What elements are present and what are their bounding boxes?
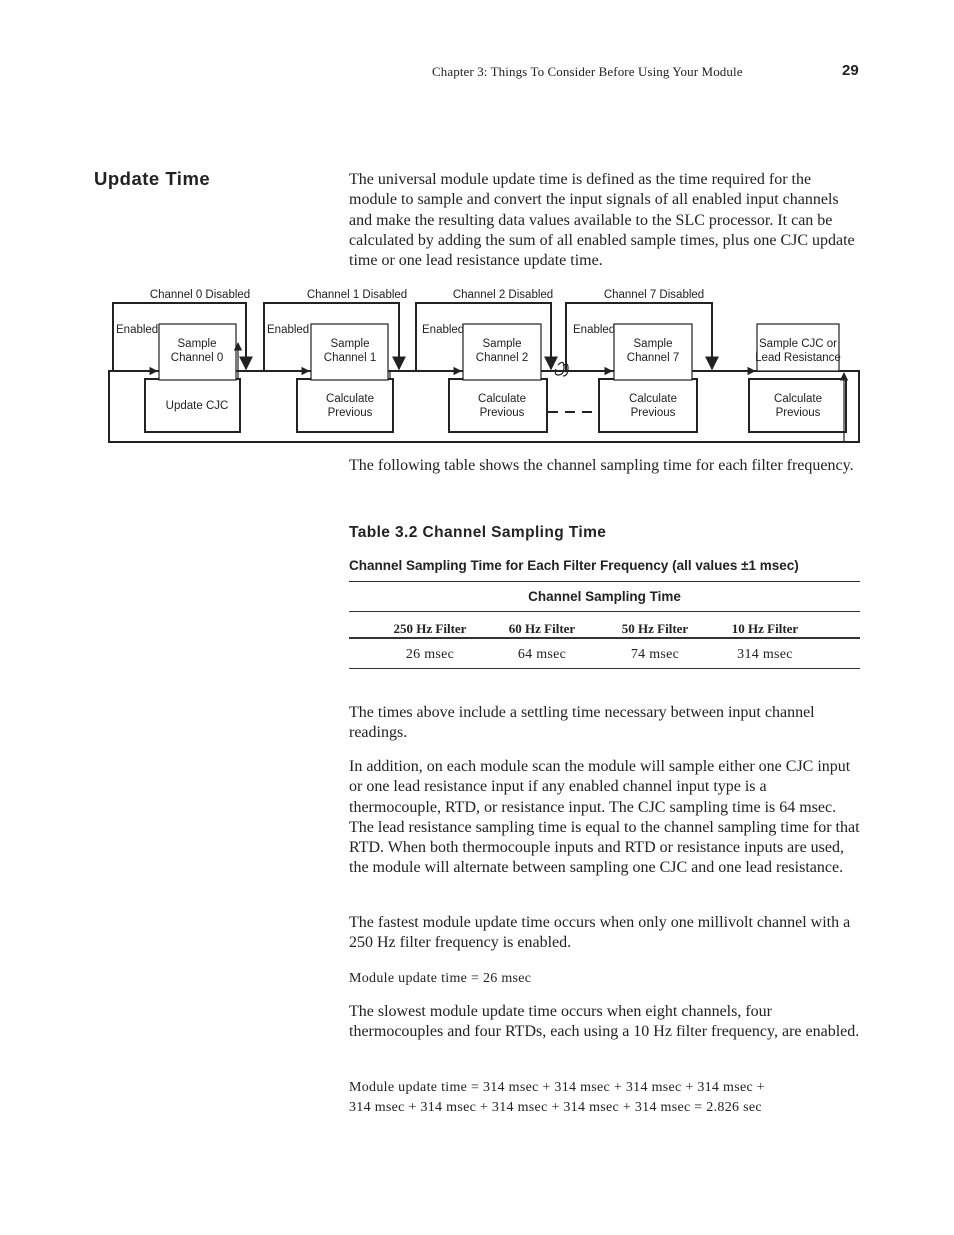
calculate-previous-box: [297, 379, 393, 432]
lower-box-line1: Update CJC: [165, 400, 229, 412]
lower-box-line1: Calculate: [774, 393, 822, 405]
sample-box-line1: Sample: [177, 338, 217, 350]
sample-box-line1: Sample: [633, 338, 673, 350]
sample-box-line1: Sample: [482, 338, 522, 350]
sample-box-line1: Sample: [330, 338, 370, 350]
column-header: 250 Hz Filter: [393, 621, 467, 636]
calculate-previous-box: [749, 379, 846, 432]
calculate-previous-box: [449, 379, 547, 432]
sample-box-line2: Channel 7: [626, 352, 680, 364]
table-cell: 74 msec: [630, 647, 680, 662]
update-cycle-diagram: [0, 280, 954, 450]
enabled-label: Enabled: [573, 324, 616, 336]
lower-box-line1: Calculate: [326, 393, 374, 405]
table-top-rule: [349, 581, 860, 582]
table-cell: 26 msec: [405, 647, 455, 662]
table-group-header: Channel Sampling Time: [528, 589, 681, 604]
table-intro-paragraph: The following table shows the channel sampling time for each filter frequency.: [349, 457, 854, 474]
settling-paragraph: The times above include a settling time necessary between input channel readings.: [349, 704, 815, 742]
table-group-rule: [349, 611, 860, 612]
lower-box-line2: Previous: [775, 407, 821, 419]
lower-box-line2: Previous: [630, 407, 676, 419]
page-number: 29: [842, 62, 859, 79]
calculate-previous-box: [599, 379, 697, 432]
table-title: Table 3.2 Channel Sampling Time: [349, 524, 607, 541]
sample-box-line2: Channel 2: [475, 352, 529, 364]
intro-paragraph: The universal module update time is defined as the time required for the module to sample and convert the input signals of all enabled input channels and make the resulting data values available to the SLC processor. It can be calculated by adding the sum of all enabled sample times, plus one CJC update time or one lead resistance update time.: [349, 171, 855, 270]
disabled-label: Channel 2 Disabled: [452, 289, 554, 301]
column-header: 60 Hz Filter: [508, 621, 576, 636]
slowest-formula-line1: Module update time = 314 msec + 314 msec + 314 msec + 314 msec +: [349, 1080, 765, 1095]
fastest-formula: Module update time = 26 msec: [349, 971, 532, 986]
sample-box-line1: Sample CJC or: [759, 338, 837, 350]
sample-box-line2: Lead Resistance: [755, 352, 841, 364]
disabled-label: Channel 1 Disabled: [306, 289, 408, 301]
table-cell: 64 msec: [517, 647, 567, 662]
table-bottom-rule: [349, 668, 860, 669]
running-head: Chapter 3: Things To Consider Before Using Your Module: [432, 64, 743, 79]
lower-box-line1: Calculate: [478, 393, 526, 405]
disabled-label: Channel 0 Disabled: [149, 289, 251, 301]
lower-box-line2: Previous: [479, 407, 525, 419]
lower-box-line2: Previous: [327, 407, 373, 419]
enabled-label: Enabled: [267, 324, 310, 336]
enabled-label: Enabled: [422, 324, 465, 336]
table-cell: 314 msec: [737, 647, 793, 662]
disabled-label: Channel 7 Disabled: [603, 289, 705, 301]
table-subtitle: Channel Sampling Time for Each Filter Frequency (all values ±1 msec): [349, 558, 799, 573]
section-title: Update Time: [94, 168, 211, 189]
slowest-paragraph: The slowest module update time occurs when eight channels, four thermocouples and four RTDs, each using a 10 Hz filter frequency, are enabled.: [349, 1003, 860, 1041]
column-header: 50 Hz Filter: [621, 621, 689, 636]
column-header: 10 Hz Filter: [731, 621, 799, 636]
cjc-paragraph: In addition, on each module scan the module will sample either one CJC input or one lead resistance input if any enabled channel input type is a thermocouple, RTD, or resistance input. The CJC sampling time is 64 msec. The lead resistance sampling time is equal to the channel sampling time for that RTD. When both thermocouple inputs and RTD or resistance inputs are used, the module will alternate between sampling one CJC and one lead resistance.: [349, 758, 860, 877]
enabled-label: Enabled: [116, 324, 159, 336]
sample-box-line2: Channel 1: [323, 352, 377, 364]
table-header-rule: [349, 637, 860, 639]
fastest-paragraph: The fastest module update time occurs when only one millivolt channel with a 250 Hz filter frequency is enabled.: [349, 914, 851, 952]
sample-box-line2: Channel 0: [170, 352, 224, 364]
slowest-formula-line2: 314 msec + 314 msec + 314 msec + 314 msec + 314 msec = 2.826 sec: [349, 1100, 762, 1115]
lower-box-line1: Calculate: [629, 393, 677, 405]
